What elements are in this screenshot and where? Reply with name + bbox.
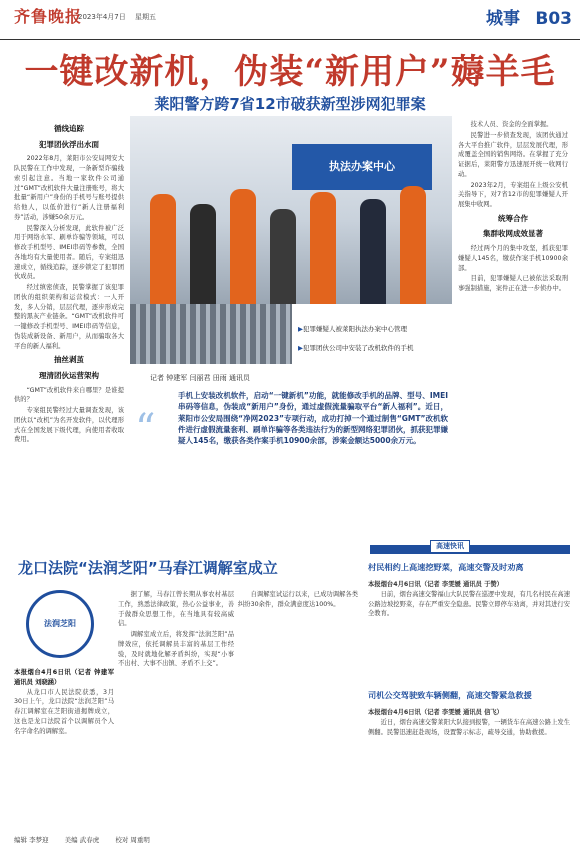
- left-column: [14, 120, 124, 550]
- traffic-article-title-1: 村民相约上高速挖野菜，高速交警及时劝离: [368, 562, 524, 572]
- traffic-article-title-2: 司机公交驾驶致车辆侧翻，高速交警紧急救援: [368, 690, 532, 700]
- left-section-title-4: 理清团伙运营架构: [39, 370, 99, 380]
- right-section-title-2: 集群收网成效显著: [483, 229, 543, 239]
- person-figure: [400, 186, 426, 304]
- court-article-col-3: [238, 590, 358, 830]
- footer-designer: 美编 武春虎: [64, 836, 100, 844]
- footer-proof: 校对 周重明: [115, 836, 150, 844]
- photo-caption-1: ▶犯罪嫌疑人被莱阳执法办案中心管理: [298, 325, 407, 333]
- person-figure: [310, 192, 336, 304]
- court-article-col-1: [14, 668, 114, 828]
- court-article-title: 龙口法院“法润芝阳”马春江调解室成立: [18, 559, 278, 577]
- left-paragraph: 经过缜密侦查，民警掌握了该犯罪团伙的组织架构和运营模式：一人开发，多人分销，层层代理，逐步形成完整的黑灰产业链条。“GMT”改机软件可一键修改手机型号、IMEI串码等信息，伪装成新设备、新用户，从而骗取各大平台的新人福利。: [14, 284, 124, 350]
- subheadline: 莱阳警方跨7省12市破获新型涉网犯罪案: [154, 95, 426, 113]
- traffic-byline-2: 本报烟台4月6日讯（记者 李雯媛 通讯员 信飞）: [368, 709, 503, 716]
- left-paragraph: “GMT”改机软件来自哪里？是谁提供的？: [14, 386, 124, 404]
- page-code: B03: [535, 9, 572, 29]
- issue-weekday: 星期五: [135, 13, 156, 21]
- footer-editor: 编辑 李梦迎: [14, 836, 49, 844]
- court-byline: 本报烟台4月6日讯（记者 钟建军 通讯员 刘晓涵）: [14, 669, 114, 686]
- right-paragraph: 民警进一步侦查发现，该团伙通过各大平台推广软件，层层发展代理，形成覆盖全国的销售网络。在掌握了充分证据后，莱阳警方迅速展开统一收网行动。: [458, 131, 568, 178]
- phones-photo: [130, 304, 292, 364]
- right-column: [458, 120, 568, 550]
- left-section-title-2: 犯罪团伙浮出水面: [39, 139, 99, 149]
- court-paragraph: 自调解室试运行以来，已成功调解各类纠纷30余件，群众满意度达100%。: [238, 591, 358, 608]
- newspaper-logo: 齐鲁晚报: [14, 7, 83, 26]
- main-headline: 一键改新机，伪装“新用户”薅羊毛: [24, 52, 556, 92]
- left-section-title-3: 抽丝剥茧: [54, 355, 84, 365]
- section-name: 城事: [486, 9, 520, 29]
- left-paragraph: 2022年8月，莱阳市公安局网安大队民警在工作中发现，一条新型诈骗线索引起注意。当地一家软件公司通过“GMT”改机软件大量注册账号，将大批量“新用户”身份的手机号与账号提供给他人，以低价进行“新人注册福利券”活动，涉嫌50余万元。: [14, 155, 124, 221]
- page-footer: [14, 836, 164, 845]
- main-photo: [130, 116, 452, 304]
- traffic-paragraph: 近日，烟台高速交警莱阳大队接到报警，一辆货车在高速公路上发生侧翻。民警迅速赶赴现场，设置警示标志，疏导交通，协助救援。: [368, 718, 570, 736]
- news-flash-label: 高速快讯: [430, 540, 470, 553]
- person-figure: [360, 199, 386, 304]
- traffic-article-2: [368, 708, 570, 828]
- court-article-col-2: [118, 590, 234, 830]
- lead-paragraph: 手机上安装改机软件，启动“一键新机”功能，就能修改手机的品牌、型号、IMEI串码等信息，伪装成“新用户”身份，通过虚假流量骗取平台“新人福利”。近日，莱阳市公安局围绕“净网2023”专项行动，成功打掉一个通过制售“GMT”改机软件进行虚假流量套利、刷单诈骗等各类违法行为的新型网络犯罪团伙，抓获犯罪嫌疑人145名，缴获各类作案手机10900余部，涉案金额达5000余万元。: [178, 391, 448, 445]
- quote-mark-icon: “: [135, 406, 156, 452]
- article-byline: 记者 钟建军 闫丽君 田雨 通讯员: [150, 374, 250, 382]
- masthead: [0, 0, 580, 40]
- news-flash-bar: [370, 545, 570, 554]
- traffic-paragraph: 日前，烟台高速交警福山大队民警在巡逻中发现，有几名村民在高速公路边坡挖野菜，存在严重安全隐患。民警立即停车劝离，并对其进行安全教育。: [368, 590, 570, 618]
- issue-date: 2023年4月7日: [78, 13, 126, 21]
- left-paragraph: 民警深入分析发现，此软件被广泛用于网络水军、刷单诈骗等领域，可以修改手机型号、IMEI串码等参数，全国各地均有大量使用者。随后，专案组迅速成立，循线追踪，逐步锁定了犯罪团伙成员。: [14, 224, 124, 281]
- left-paragraph: 专案组民警经过大量调查发现，该团伙以“改机”为名开发软件，以代理形式在全国发展下级代理，向使用者收取费用。: [14, 407, 124, 444]
- court-paragraph: 从龙口市人民法院获悉，3月30日上午，龙口法院“法润芝阳”马春江调解室在芝阳街道揭牌成立，这也是龙口法院首个以调解员个人名字命名的调解室。: [14, 688, 114, 735]
- photo-caption-2: ▶犯罪团伙公司中安装了改机软件的手机: [298, 344, 414, 352]
- right-section-title-1: 统筹合作: [498, 213, 528, 223]
- right-paragraph: 技术人员、资金的全面掌握。: [470, 121, 553, 128]
- court-paragraph: 调解室成立后，将发挥“法润芝阳”品牌效应，依托调解员丰富的基层工作经验，及时就地化解矛盾纠纷，实现“小事不出村、大事不出镇、矛盾不上交”。: [118, 631, 234, 668]
- right-paragraph: 2023年2月，专案组在上级公安机关指导下，对7省12市的犯罪嫌疑人开展集中收网。: [458, 181, 568, 208]
- person-figure: [230, 189, 256, 304]
- left-section-title-1: 循线追踪: [54, 124, 84, 133]
- traffic-article-1: [368, 580, 570, 672]
- law-enforcement-sign: 执法办案中心: [292, 144, 432, 190]
- right-paragraph: 经过两个月的集中攻坚，抓获犯罪嫌疑人145名，缴获作案手机10900余部。: [458, 245, 568, 272]
- person-figure: [190, 204, 216, 304]
- person-figure: [150, 194, 176, 304]
- person-figure: [270, 209, 296, 304]
- right-paragraph: 目前，犯罪嫌疑人已被依法采取刑事强制措施，案件正在进一步侦办中。: [458, 275, 568, 292]
- court-paragraph: 据了解，马春江曾长期从事农村基层工作，熟悉法律政策，热心公益事业，善于做群众思想工作，在当地具有较高威信。: [118, 591, 234, 628]
- court-emblem-icon: 法润芝阳: [26, 590, 94, 658]
- traffic-byline-1: 本报烟台4月6日讯（记者 李雯媛 通讯员 于赞）: [368, 581, 503, 588]
